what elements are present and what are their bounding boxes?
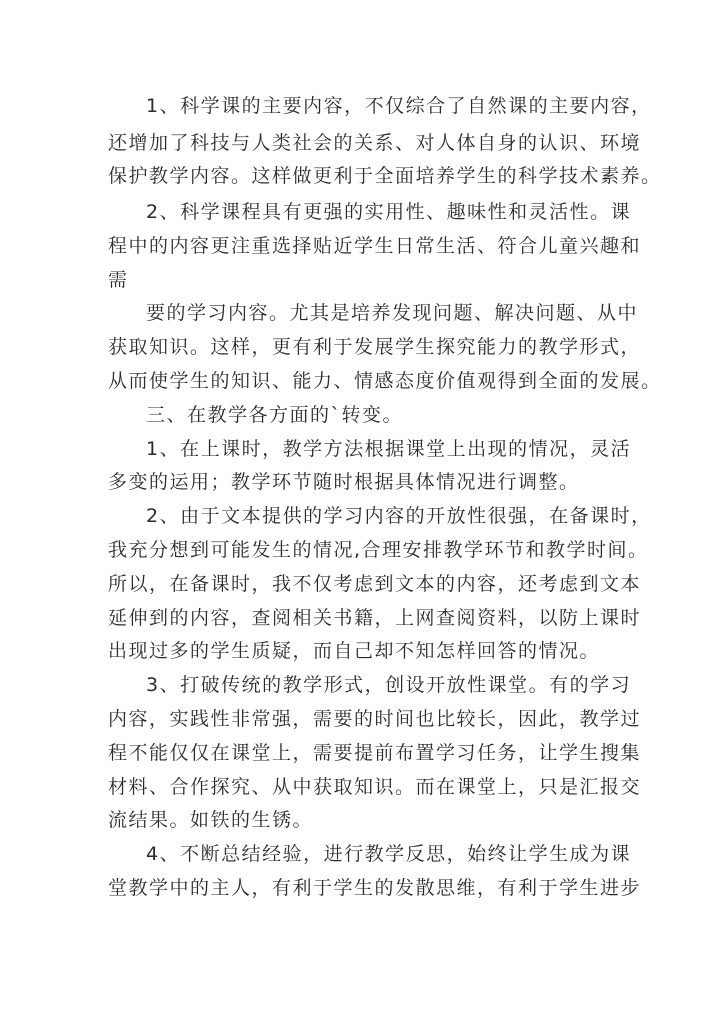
text-line: 延伸到的内容，查阅相关书籍，上网查阅资料，以防上课时 [108, 607, 642, 629]
text-line: 2、由于文本提供的学习内容的开放性很强，在备课时， [146, 505, 652, 527]
text-line: 多变的运用；教学环节随时根据具体情况进行调整。 [108, 471, 580, 493]
text-line: 要的学习内容。尤其是培养发现问题、解决问题、从中 [146, 302, 639, 324]
text-line: 堂教学中的主人，有利于学生的发散思维，有利于学生进步 [108, 877, 642, 899]
text-line: 4、不断总结经验，进行教学反思，始终让学生成为课 [146, 843, 632, 865]
text-line: 内容，实践性非常强，需要的时间也比较长，因此，教学过 [108, 708, 642, 730]
text-line: 所以，在备课时，我不仅考虑到文本的内容，还考虑到文本 [108, 573, 642, 595]
section-heading: 三、在教学各方面的`转变。 [146, 404, 404, 426]
text-line: 获取知识。这样，更有利于发展学生探究能力的教学形式， [108, 336, 642, 358]
text-line: 流结果。如铁的生锈。 [108, 809, 314, 831]
text-line: 保护教学内容。这样做更利于全面培养学生的科学技术素养。 [108, 165, 662, 187]
text-line: 材料、合作探究、从中获取知识。而在课堂上，只是汇报交 [108, 776, 642, 798]
text-line: 1、科学课的主要内容，不仅综合了自然课的主要内容， [146, 95, 652, 117]
text-line: 1、在上课时，教学方法根据课堂上出现的情况，灵活 [146, 438, 632, 460]
text-line: 出现过多的学生质疑，而自己却不知怎样回答的情况。 [108, 640, 601, 662]
text-line: 从而使学生的知识、能力、情感态度价值观得到全面的发展。 [108, 370, 662, 392]
text-line: 2、科学课程具有更强的实用性、趣味性和灵活性。课 [146, 201, 632, 223]
text-line: 程中的内容更注重选择贴近学生日常生活、符合儿童兴趣和 [108, 235, 642, 257]
text-line: 还增加了科技与人类社会的关系、对人体自身的认识、环境 [108, 132, 642, 154]
text-line: 我充分想到可能发生的情况,合理安排教学环节和教学时间。 [108, 539, 649, 561]
text-line: 需 [108, 269, 129, 291]
text-line: 程不能仅仅在课堂上，需要提前布置学习任务，让学生搜集 [108, 742, 642, 764]
text-line: 3、打破传统的教学形式，创设开放性课堂。有的学习 [146, 674, 632, 696]
